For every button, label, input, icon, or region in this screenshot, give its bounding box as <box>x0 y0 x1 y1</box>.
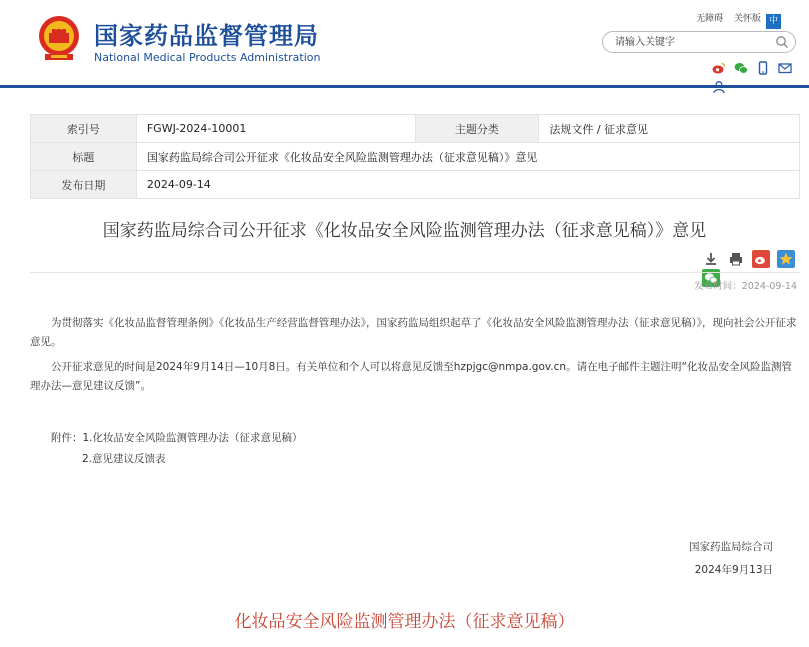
attachment-1-link[interactable]: 附件：1.化妆品安全风险监测管理办法（征求意见稿） <box>51 432 303 444</box>
print-icon[interactable] <box>727 250 745 268</box>
language-switch <box>766 8 781 26</box>
accessibility-link[interactable]: 无障碍 <box>696 14 724 24</box>
title-divider <box>30 272 800 273</box>
wechat-icon[interactable] <box>734 60 748 74</box>
attachment-document-title: 化妆品安全风险监测管理办法（征求意见稿） <box>234 612 575 632</box>
publish-date-value: 2024-09-14 <box>136 171 799 199</box>
lang-cn-button[interactable]: 中 <box>766 14 781 29</box>
category-value: 法规文件 / 征求意见 <box>539 115 800 143</box>
header-divider <box>0 85 809 88</box>
favorite-icon[interactable] <box>777 250 795 268</box>
publish-date-label: 发布日期 <box>31 171 137 199</box>
search-icon[interactable] <box>775 35 789 49</box>
publish-time: 发布时间：2024-09-14 <box>694 281 797 292</box>
top-links <box>688 11 761 24</box>
search-input[interactable] <box>615 35 765 49</box>
document-meta-table <box>30 114 800 199</box>
subject-label: 标题 <box>31 143 137 171</box>
index-number-value: FGWJ-2024-10001 <box>136 115 415 143</box>
article-toolbar <box>700 250 809 268</box>
mail-icon[interactable] <box>778 60 792 74</box>
attachment-2-link[interactable]: 2.意见建议反馈表 <box>82 453 166 465</box>
article-paragraph-2: 公开征求意见的时间是2024年9月14日—10月8日。有关单位和个人可以将意见反馈至hzpjgc@nmpa.gov.cn。请在电子邮件主题注明“化妆品安全风险监测管理办法—意见建议反馈”。 <box>30 361 793 392</box>
subject-value: 国家药监局综合司公开征求《化妆品安全风险监测管理办法（征求意见稿）》意见 <box>136 143 799 171</box>
search-box <box>602 31 796 53</box>
index-number-label: 索引号 <box>31 115 137 143</box>
category-label: 主题分类 <box>415 115 539 143</box>
mobile-icon[interactable] <box>756 60 770 74</box>
article-paragraph-1: 为贯彻落实《化妆品监督管理条例》《化妆品生产经营监督管理办法》，国家药监局组织起草了《化妆品安全风险监测管理办法（征求意见稿）》，现向社会公开征求意见。 <box>30 317 797 348</box>
download-icon[interactable] <box>702 250 720 268</box>
weibo-icon[interactable] <box>712 60 726 74</box>
site-name-cn[interactable]: 国家药品监督管理局 <box>94 22 319 50</box>
article-title: 国家药监局综合司公开征求《化妆品安全风险监测管理办法（征求意见稿）》意见 <box>102 221 707 241</box>
care-mode-link[interactable]: 关怀版 <box>733 14 761 24</box>
site-name-en[interactable]: National Medical Products Administration <box>94 51 321 64</box>
weibo-share-icon[interactable] <box>752 250 770 268</box>
site-header <box>0 0 809 88</box>
national-emblem-icon[interactable] <box>37 14 81 64</box>
signature-date: 2024年9月13日 <box>694 564 773 576</box>
signature-organization: 国家药监局综合司 <box>689 541 773 553</box>
social-links <box>712 60 809 74</box>
